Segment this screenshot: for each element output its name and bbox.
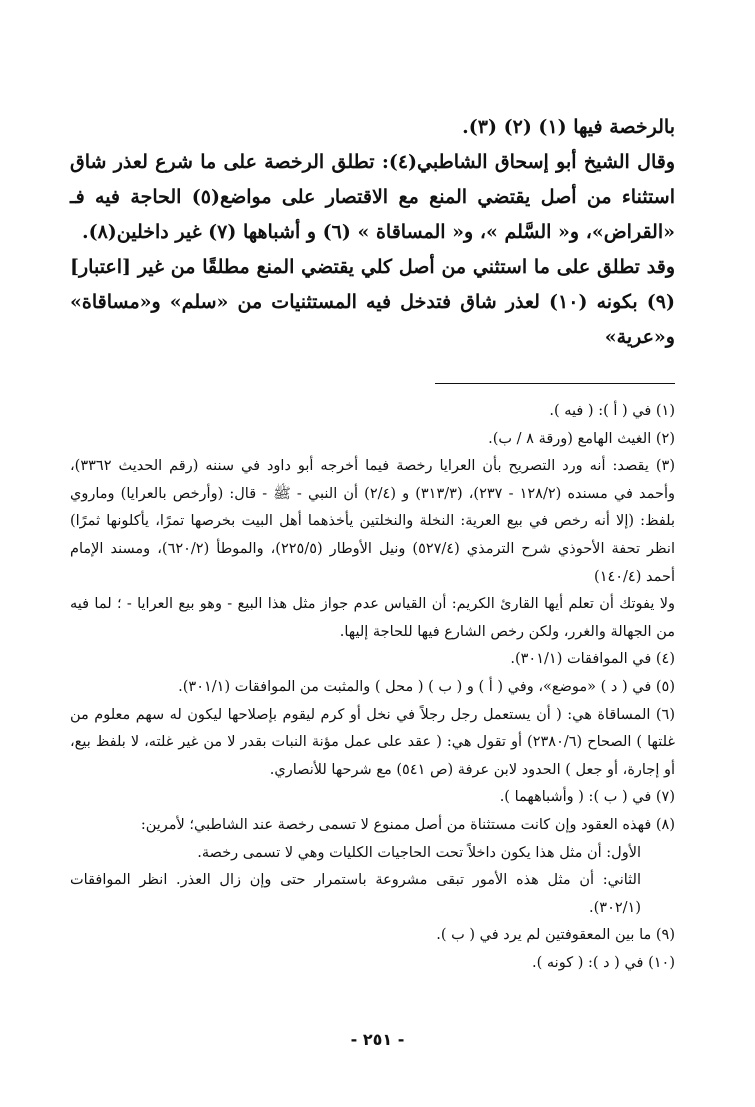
footnote: (٦) المساقاة هي: ( أن يستعمل رجل رجلاً في نخل أو كرم ليقوم بإصلاحها ليكون له سهم معلوم من غلتها ) الصحاح (٢٣٨٠/٦) أو تقول هي: ( عقد على عمل مؤنة النبات بقدر لا من غير غلته، لا بلفظ بيع، أو إجارة، أو جعل ) الحدود لابن عرفة (ص ٥٤١) مع شرحها للأنصاري. — [70, 706, 675, 778]
footnote: (٧) في ( ب ): ( وأشباههما ). — [499, 789, 675, 806]
footnotes — [70, 398, 675, 977]
footnote-divider — [435, 383, 675, 384]
paragraph: بالرخصة فيها (١) (٢) (٣). — [462, 116, 675, 138]
paragraph: وقال الشيخ أبو إسحاق الشاطبي(٤): تطلق الرخصة على ما شرع لعذر شاق استثناء من أصل يقتضي المنع مع الاقتصار على مواضع(٥) الحاجة فيه فـ «القراض»، و« السَّلم »، و« المساقاة » (٦) و أشباهها (٧) غير داخلين(٨). — [70, 151, 675, 243]
footnote: (٢) الغيث الهامع (ورقة ٨ / ب). — [488, 430, 675, 447]
footnote: ولا يفوتك أن تعلم أيها القارئ الكريم: أن القياس عدم جواز مثل هذا البيع - وهو بيع العرايا - ؛ لما فيه من الجهالة والغرر، ولكن رخص الشارع فيها للحاجة إليها. — [70, 596, 675, 640]
footnote: الثاني: أن مثل هذه الأمور تبقى مشروعة باستمرار حتى وإن زال العذر. انظر الموافقات (٣٠٢/١). — [70, 872, 641, 916]
footnote: (١) في ( أ ): ( فيه ). — [549, 403, 675, 419]
footnote: (٩) ما بين المعقوفتين لم يرد في ( ب ). — [436, 927, 675, 944]
footnote: (٨) فهذه العقود وإن كانت مستثناة من أصل ممنوع لا تسمى رخصة عند الشاطبي؛ لأمرين: — [140, 816, 675, 833]
page-number: - ٢٥١ - — [350, 1030, 405, 1049]
main-text — [70, 110, 675, 355]
paragraph: وقد تطلق على ما استثني من أصل كلي يقتضي المنع مطلقًا من غير [اعتبار](٩) بكونه (١٠) لعذر شاق فتدخل فيه المستثنيات من «سلم» و«مساقاة» و«عرية» — [70, 256, 675, 348]
footnote: (١٠) في ( د ): ( كونه ). — [532, 954, 675, 971]
footnote: (٤) في الموافقات (٣٠١/١). — [510, 651, 675, 668]
footnote: (٣) يقصد: أنه ورد التصريح بأن العرايا رخصة فيما أخرجه أبو داود في سننه (رقم الحديث ٣٣٦٢)، وأحمد في مسنده (١٢٨/٢ - ٢٣٧)، (٣١٣/٣) و (٢/٤) أن النبي - ﷺ - قال: (وأرخص بالعرايا) وماروي بلفظ: (إلا أنه رخص في بيع العرية: النخلة والنخلتين يأخذهما أهل البيت بخرصها تمرًا، يأكلونها ثمرًا) انظر تحفة الأحوذي شرح الترمذي (٥٢٧/٤) ونيل الأوطار (٢٢٥/٥)، والموطأ (٦٢٠/٢)، ومسند الإمام أحمد (١٤٠/٤) — [70, 458, 675, 585]
page-body — [70, 110, 675, 977]
footnote: (٥) في ( د ) «موضع»، وفي ( أ ) و ( ب ) ( محل ) والمثبت من الموافقات (٣٠١/١). — [178, 678, 675, 695]
footnote: الأول: أن مثل هذا يكون داخلاً تحت الحاجيات الكليات وهي لا تسمى رخصة. — [197, 844, 641, 861]
